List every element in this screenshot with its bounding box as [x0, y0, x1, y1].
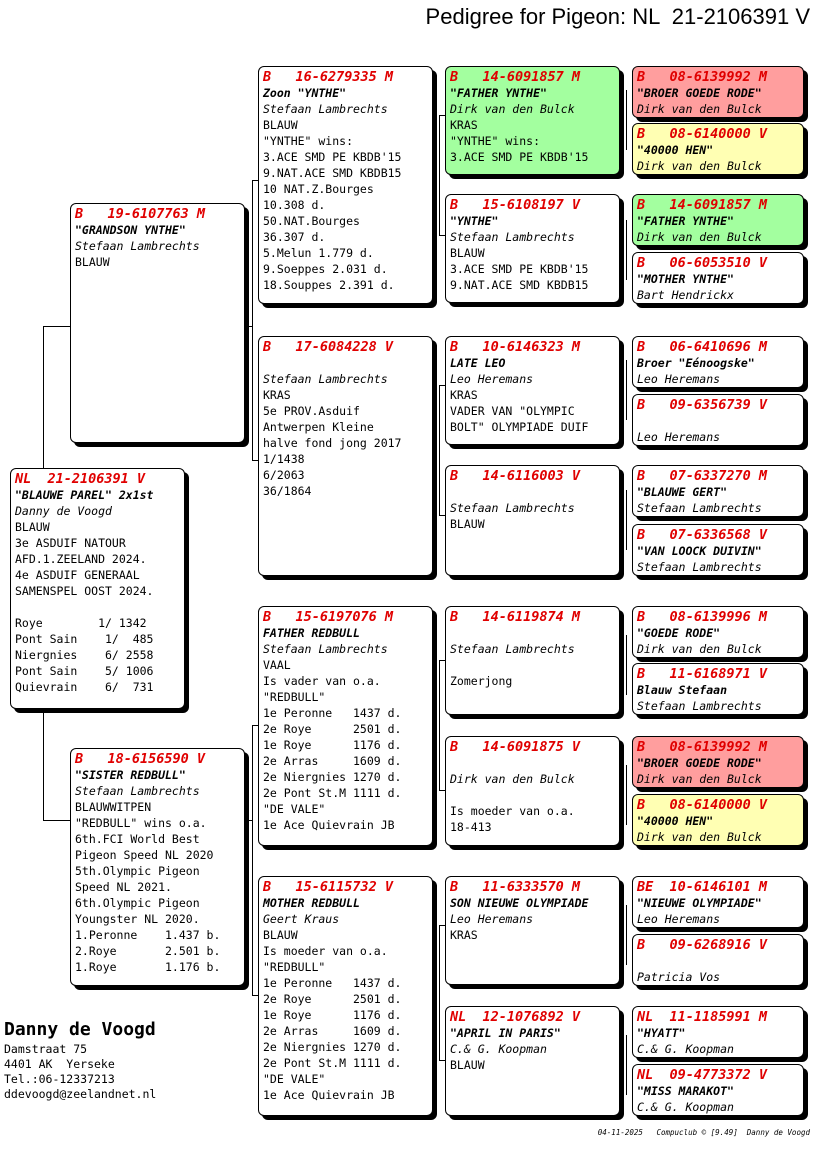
info-line: BLAUW — [450, 1058, 485, 1072]
info-line: 2e Niergnies 1270 d. — [263, 770, 402, 784]
connector — [252, 725, 253, 995]
info-line: "REDBULL" wins o.a. — [75, 816, 207, 830]
breeder: Dirk van den Bulck — [637, 159, 762, 173]
info-line: Is vader van o.a. — [263, 674, 381, 688]
breeder: Geert Kraus — [263, 912, 340, 926]
info-line: 2e Arras 1609 d. — [263, 754, 402, 768]
info-line: 1e Ace Quievrain JB — [263, 1088, 395, 1102]
info-line: BOLT" OLYMPIADE DUIF — [450, 420, 589, 434]
pigeon-name: "40000 HEN" — [637, 814, 714, 828]
connector — [245, 820, 253, 821]
ring-number: B 10-6146323 M — [450, 339, 581, 355]
breeder: Patricia Vos — [637, 970, 721, 984]
pigeon-name: SON NIEUWE OLYMPIADE — [450, 896, 589, 910]
owner-name: Danny de Voogd — [4, 1019, 156, 1040]
pigeon-card — [632, 336, 804, 388]
info-line: "YNTHE" wins: — [263, 134, 354, 148]
connector — [245, 326, 253, 327]
info-line: 18-413 — [450, 820, 492, 834]
info-line: 36.307 d. — [263, 230, 326, 244]
pigeon-name: "BLAUWE PAREL" 2x1st — [15, 488, 154, 502]
info-line: Is moeder van o.a. — [263, 944, 388, 958]
pigeon-card — [632, 123, 804, 175]
ring-number: B 11-6333570 M — [450, 879, 581, 895]
info-line: 1e Roye 1176 d. — [263, 1008, 402, 1022]
info-line: 4e ASDUIF GENERAAL — [15, 568, 140, 582]
footer-credits: 04-11-2025 Compuclub © [9.49] Danny de Voogd — [597, 1128, 810, 1137]
info-line: Niergnies 6/ 2558 — [15, 648, 154, 662]
info-line: Antwerpen Kleine — [263, 420, 374, 434]
info-line: KRAS — [450, 388, 478, 402]
info-line: 10.308 d. — [263, 198, 326, 212]
breeder: Stefaan Lambrechts — [637, 501, 762, 515]
pigeon-name: "NIEUWE OLYMPIADE" — [637, 896, 762, 910]
info-line — [450, 657, 615, 673]
ring-number: B 09-6356739 V — [637, 397, 768, 413]
info-line: 5.Melun 1.779 d. — [263, 246, 374, 260]
info-line: BLAUW — [75, 255, 110, 269]
info-line: 9.NAT.ACE SMD KBDB15 — [450, 278, 589, 292]
pigeon-card — [632, 663, 804, 715]
ring-number: B 06-6410696 M — [637, 339, 768, 355]
connector — [43, 820, 71, 821]
connector — [626, 635, 627, 695]
breeder: Stefaan Lambrechts — [263, 642, 388, 656]
pigeon-name: "BROER GOEDE RODE" — [637, 86, 762, 100]
breeder: Stefaan Lambrechts — [263, 102, 388, 116]
info-line: 1.Roye 1.176 b. — [75, 960, 221, 974]
breeder: Stefaan Lambrechts — [450, 642, 575, 656]
ring-number: BE 10-6146101 M — [637, 879, 768, 895]
ring-number: B 14-6119874 M — [450, 609, 581, 625]
pigeon-card — [632, 394, 804, 446]
pigeon-card — [445, 66, 620, 175]
info-line: VADER VAN "OLYMPIC — [450, 404, 575, 418]
pigeon-card — [445, 336, 620, 445]
owner-info — [4, 1018, 156, 1102]
pigeon-card — [70, 203, 245, 443]
info-line: 18.Souppes 2.391 d. — [263, 278, 395, 292]
ring-number: B 18-6156590 V — [75, 751, 206, 767]
pigeon-name: Blauw Stefaan — [637, 683, 728, 697]
connector — [252, 180, 253, 460]
connector — [439, 115, 440, 235]
pigeon-name: "VAN LOOCK DUIVIN" — [637, 544, 762, 558]
owner-phone: Tel.:06-12337213 — [4, 1072, 115, 1086]
pigeon-name — [263, 355, 428, 371]
info-line: 2e Roye 2501 d. — [263, 722, 402, 736]
ring-number: B 08-6139996 M — [637, 609, 768, 625]
ring-number: NL 11-1185991 M — [637, 1009, 768, 1025]
pigeon-name: "BLAUWE GERT" — [637, 485, 728, 499]
info-line: BLAUW — [450, 517, 485, 531]
pigeon-card — [445, 736, 620, 846]
breeder: Bart Hendrickx — [637, 288, 734, 302]
ring-number: B 08-6139992 M — [637, 739, 768, 755]
breeder: Stefaan Lambrechts — [75, 239, 200, 253]
info-line: Zomerjong — [450, 674, 513, 688]
pigeon-name: Broer "Eénoogske" — [637, 356, 755, 370]
page-title: Pedigree for Pigeon: NL 21-2106391 V — [425, 4, 810, 29]
info-line: Pigeon Speed NL 2020 — [75, 848, 214, 862]
info-line: 1.Peronne 1.437 b. — [75, 928, 221, 942]
info-line: 5e PROV.Asduif — [263, 404, 360, 418]
pigeon-card — [445, 194, 620, 303]
info-line: "REDBULL" — [263, 960, 326, 974]
pigeon-name: Zoon "YNTHE" — [263, 86, 347, 100]
info-line: Quievrain 6/ 731 — [15, 680, 154, 694]
pigeon-card — [632, 465, 804, 517]
breeder: Leo Heremans — [637, 372, 721, 386]
info-line: 2.Roye 2.501 b. — [75, 944, 221, 958]
breeder: Dirk van den Bulck — [450, 102, 575, 116]
info-line: 3.ACE SMD PE KBDB'15 — [450, 262, 589, 276]
info-line — [450, 787, 615, 803]
info-line: Roye 1/ 1342 — [15, 616, 147, 630]
info-line: 50.NAT.Bourges — [263, 214, 360, 228]
info-line: BLAUWWITPEN — [75, 800, 152, 814]
ring-number: NL 12-1076892 V — [450, 1009, 581, 1025]
connector — [439, 385, 440, 515]
pigeon-card — [258, 66, 433, 304]
connector — [43, 326, 44, 471]
info-line: 2e Niergnies 1270 d. — [263, 1040, 402, 1054]
breeder: Stefaan Lambrechts — [450, 501, 575, 515]
ring-number: B 11-6168971 V — [637, 666, 768, 682]
info-line: 3e ASDUIF NATOUR — [15, 536, 126, 550]
breeder: Leo Heremans — [450, 912, 534, 926]
ring-number: NL 21-2106391 V — [15, 471, 146, 487]
info-line: Speed NL 2021. — [75, 880, 172, 894]
breeder: Dirk van den Bulck — [637, 230, 762, 244]
ring-number: B 16-6279335 M — [263, 69, 394, 85]
ring-number: B 07-6336568 V — [637, 527, 768, 543]
pigeon-card — [445, 606, 620, 715]
breeder: Dirk van den Bulck — [637, 772, 762, 786]
ring-number: B 15-6197076 M — [263, 609, 394, 625]
ring-number: B 07-6337270 M — [637, 468, 768, 484]
pigeon-name: "SISTER REDBULL" — [75, 768, 186, 782]
pigeon-name: "FATHER YNTHE" — [450, 86, 547, 100]
info-line: 2e Arras 1609 d. — [263, 1024, 402, 1038]
info-line: Pont Sain 1/ 485 — [15, 632, 154, 646]
pigeon-card — [10, 468, 185, 709]
connector — [626, 490, 627, 550]
pigeon-card — [632, 1064, 804, 1116]
connector — [439, 660, 440, 790]
pigeon-name: FATHER REDBULL — [263, 626, 360, 640]
ring-number: B 19-6107763 M — [75, 206, 206, 222]
connector — [626, 905, 627, 965]
pigeon-card — [632, 934, 804, 986]
info-line: 9.NAT.ACE SMD KBDB15 — [263, 166, 402, 180]
pigeon-card — [445, 876, 620, 985]
breeder: Dirk van den Bulck — [637, 642, 762, 656]
pigeon-name: "APRIL IN PARIS" — [450, 1026, 561, 1040]
ring-number: B 06-6053510 V — [637, 255, 768, 271]
info-line: 2e Pont St.M 1111 d. — [263, 786, 402, 800]
info-line: 9.Soeppes 2.031 d. — [263, 262, 388, 276]
info-line: "REDBULL" — [263, 690, 326, 704]
breeder: Stefaan Lambrechts — [75, 784, 200, 798]
ring-number: B 15-6115732 V — [263, 879, 394, 895]
info-line: 1/1438 — [263, 452, 305, 466]
pigeon-name: LATE LEO — [450, 356, 506, 370]
pigeon-card — [632, 194, 804, 246]
info-line: 6th.FCI World Best — [75, 832, 200, 846]
info-line: 3.ACE SMD PE KBDB'15 — [450, 150, 589, 164]
connector — [626, 765, 627, 825]
info-line: 2e Roye 2501 d. — [263, 992, 402, 1006]
ring-number: B 08-6140000 V — [637, 797, 768, 813]
pigeon-card — [70, 748, 245, 986]
connector — [626, 360, 627, 420]
info-line: SAMENSPEL OOST 2024. — [15, 584, 154, 598]
info-line: 1e Ace Quievrain JB — [263, 818, 395, 832]
info-line: 6/2063 — [263, 468, 305, 482]
pigeon-name — [637, 953, 799, 969]
ring-number: NL 09-4773372 V — [637, 1067, 768, 1083]
info-line: 1e Peronne 1437 d. — [263, 706, 402, 720]
pigeon-name: "FATHER YNTHE" — [637, 214, 734, 228]
pigeon-card — [258, 606, 433, 846]
pigeon-card — [632, 1006, 804, 1058]
info-line: 5th.Olympic Pigeon — [75, 864, 200, 878]
info-line: "DE VALE" — [263, 802, 326, 816]
pigeon-card — [632, 606, 804, 658]
ring-number: B 14-6091875 V — [450, 739, 581, 755]
owner-address: Damstraat 75 — [4, 1042, 88, 1056]
breeder: C.& G. Koopman — [637, 1100, 734, 1114]
connector — [43, 326, 71, 327]
pigeon-card — [258, 336, 433, 576]
breeder: Leo Heremans — [637, 430, 721, 444]
ring-number: B 09-6268916 V — [637, 937, 768, 953]
breeder: Stefaan Lambrechts — [450, 230, 575, 244]
breeder: Dirk van den Bulck — [450, 772, 575, 786]
pigeon-card — [258, 876, 433, 1116]
pigeon-card — [632, 524, 804, 576]
info-line: BLAUW — [263, 928, 298, 942]
info-line: 36/1864 — [263, 484, 312, 498]
ring-number: B 14-6116003 V — [450, 468, 581, 484]
breeder: Stefaan Lambrechts — [263, 372, 388, 386]
breeder: Stefaan Lambrechts — [637, 699, 762, 713]
ring-number: B 17-6084228 V — [263, 339, 394, 355]
ring-number: B 14-6091857 M — [450, 69, 581, 85]
info-line: KRAS — [450, 928, 478, 942]
owner-city: 4401 AK Yerseke — [4, 1057, 115, 1071]
info-line: BLAUW — [450, 246, 485, 260]
info-line: VAAL — [263, 658, 291, 672]
connector — [439, 925, 440, 1060]
ring-number: B 08-6140000 V — [637, 126, 768, 142]
pigeon-card — [632, 736, 804, 788]
info-line: KRAS — [450, 118, 478, 132]
pigeon-name: "YNTHE" — [450, 214, 499, 228]
connector — [626, 90, 627, 150]
info-line: 2e Pont St.M 1111 d. — [263, 1056, 402, 1070]
pigeon-name — [450, 755, 615, 771]
info-line: Pont Sain 5/ 1006 — [15, 664, 154, 678]
pigeon-name: "BROER GOEDE RODE" — [637, 756, 762, 770]
info-line: 1e Peronne 1437 d. — [263, 976, 402, 990]
owner-email: ddevoogd@zeelandnet.nl — [4, 1087, 157, 1101]
info-line: 10 NAT.Z.Bourges — [263, 182, 374, 196]
info-line: BLAUW — [263, 118, 298, 132]
pigeon-name: "GRANDSON YNTHE" — [75, 223, 186, 237]
info-line: 6th.Olympic Pigeon — [75, 896, 200, 910]
info-line: halve fond jong 2017 — [263, 436, 402, 450]
breeder: Stefaan Lambrechts — [637, 560, 762, 574]
breeder: C.& G. Koopman — [637, 1042, 734, 1056]
connector — [626, 1035, 627, 1095]
connector — [626, 220, 627, 280]
breeder: Leo Heremans — [637, 912, 721, 926]
pigeon-card — [632, 876, 804, 928]
info-line — [15, 599, 180, 615]
pigeon-name: "MISS MARAKOT" — [637, 1084, 734, 1098]
breeder: Dirk van den Bulck — [637, 830, 762, 844]
pigeon-card — [632, 66, 804, 118]
connector — [43, 712, 44, 820]
info-line: Is moeder van o.a. — [450, 804, 575, 818]
breeder: C.& G. Koopman — [450, 1042, 547, 1056]
pigeon-name: "GOEDE RODE" — [637, 626, 721, 640]
pigeon-card — [632, 252, 804, 304]
info-line: KRAS — [263, 388, 291, 402]
info-line: "YNTHE" wins: — [450, 134, 541, 148]
pigeon-name — [450, 484, 615, 500]
pigeon-name: "40000 HEN" — [637, 143, 714, 157]
info-line: Youngster NL 2020. — [75, 912, 200, 926]
info-line: 1e Roye 1176 d. — [263, 738, 402, 752]
pigeon-name — [450, 625, 615, 641]
ring-number: B 14-6091857 M — [637, 197, 768, 213]
ring-number: B 15-6108197 V — [450, 197, 581, 213]
pigeon-name: MOTHER REDBULL — [263, 896, 360, 910]
breeder: Dirk van den Bulck — [637, 102, 762, 116]
pigeon-card — [445, 1006, 620, 1116]
pigeon-name: "MOTHER YNTHE" — [637, 272, 734, 286]
info-line: AFD.1.ZEELAND 2024. — [15, 552, 147, 566]
pigeon-card — [632, 794, 804, 846]
ring-number: B 08-6139992 M — [637, 69, 768, 85]
pigeon-name: "HYATT" — [637, 1026, 686, 1040]
info-line: BLAUW — [15, 520, 50, 534]
info-line: "DE VALE" — [263, 1072, 326, 1086]
breeder: Leo Heremans — [450, 372, 534, 386]
pigeon-name — [637, 413, 799, 429]
breeder: Danny de Voogd — [15, 504, 112, 518]
info-line: 3.ACE SMD PE KBDB'15 — [263, 150, 402, 164]
pigeon-card — [445, 465, 620, 576]
